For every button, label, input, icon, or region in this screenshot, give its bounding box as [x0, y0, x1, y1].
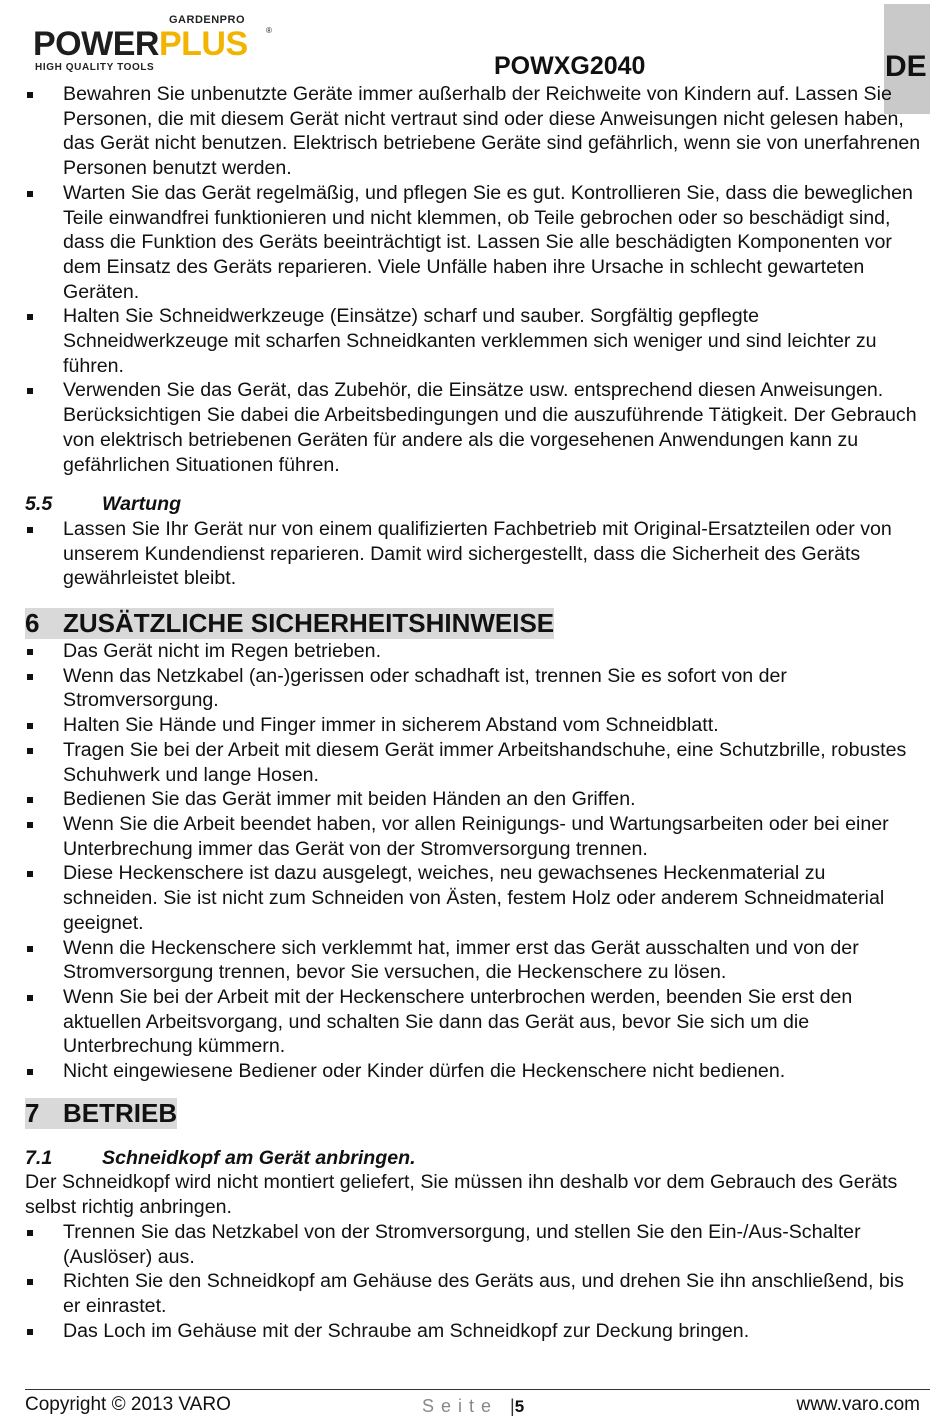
list-item: Wenn Sie bei der Arbeit mit der Heckenschere unterbrochen werden, beenden Sie erst den aktuellen Arbeitsvorgang, und schalten Sie dann das Gerät aus, bevor Sie sich um die Unterbrechung kümmern.	[25, 985, 925, 1059]
logo-power: POWER	[33, 25, 159, 63]
list-item: Bedienen Sie das Gerät immer mit beiden Händen an den Griffen.	[25, 787, 925, 812]
page-content	[25, 82, 925, 1343]
list-item: Das Gerät nicht im Regen betrieben.	[25, 639, 925, 664]
section-title: Schneidkopf am Gerät anbringen.	[102, 1146, 416, 1169]
list-item: Verwenden Sie das Gerät, das Zubehör, die Einsätze usw. entsprechend diesen Anweisungen. Berücksichtigen Sie dabei die Arbeitsbedingungen und die auszuführende Tätigkeit. Der Gebrauch von elektrisch betriebenen Geräten für andere als die vorgesehenen Anwendungen kann zu gefährlichen Situationen führen.	[25, 378, 925, 477]
powerplus-logo	[33, 14, 273, 73]
list-item: Halten Sie Hände und Finger immer in sicherem Abstand vom Schneidblatt.	[25, 713, 925, 738]
list-item: Das Loch im Gehäuse mit der Schraube am Schneidkopf zur Deckung bringen.	[25, 1319, 925, 1344]
list-item: Nicht eingewiesene Bediener oder Kinder dürfen die Heckenschere nicht bedienen.	[25, 1059, 925, 1084]
logo-tagline: HIGH QUALITY TOOLS	[35, 62, 155, 73]
page-number: 5	[514, 1397, 525, 1416]
section-5-5-list	[25, 517, 925, 591]
list-item: Warten Sie das Gerät regelmäßig, und pflegen Sie es gut. Kontrollieren Sie, dass die beweglichen Teile einwandfrei funktionieren und nicht klemmen, ob Teile gebrochen oder so beschädigt sind, dass die Funktion des Geräts beeinträchtigt ist. Lassen Sie alle beschädigten Komponenten vor dem Einsatz des Geräts reparieren. Viele Unfälle haben ihre Ursache in schlecht gewarteten Geräten.	[25, 181, 925, 305]
section-6-list	[25, 639, 925, 1084]
section-number: 5.5	[25, 493, 53, 516]
logo-wordmark	[33, 24, 248, 64]
list-item: Wenn Sie die Arbeit beendet haben, vor allen Reinigungs- und Wartungsarbeiten oder bei einer Unterbrechung immer das Gerät von der Stromversorgung trennen.	[25, 812, 925, 861]
section-7-heading	[25, 1098, 925, 1129]
list-item: Diese Heckenschere ist dazu ausgelegt, weiches, neu gewachsenes Heckenmaterial zu schneiden. Sie ist nicht zum Schneiden von Ästen, festem Holz oder anderem Schneidmaterial geeignet.	[25, 861, 925, 935]
list-item: Lassen Sie Ihr Gerät nur von einem qualifizierten Fachbetrieb mit Original-Ersatzteilen oder von unserem Kundendienst reparieren. Damit wird sichergestellt, dass die Sicherheit des Geräts gewährleistet bleibt.	[25, 517, 925, 591]
page-separator: |	[510, 1396, 515, 1416]
intro-list	[25, 82, 925, 477]
list-item: Wenn die Heckenschere sich verklemmt hat, immer erst das Gerät ausschalten und von der Stromversorgung trennen, bevor Sie versuchen, die Heckenschere zu lösen.	[25, 936, 925, 985]
list-item: Tragen Sie bei der Arbeit mit diesem Gerät immer Arbeitshandschuhe, eine Schutzbrille, robustes Schuhwerk und lange Hosen.	[25, 738, 925, 787]
section-title: ZUSÄTZLICHE SICHERHEITSHINWEISE	[63, 608, 555, 639]
section-number: 6	[25, 608, 40, 639]
list-item: Halten Sie Schneidwerkzeuge (Einsätze) scharf und sauber. Sorgfältig gepflegte Schneidwerkzeuge mit scharfen Schneidkanten verklemmen sich weniger und sind leichter zu führen.	[25, 304, 925, 378]
page-footer	[25, 1394, 920, 1420]
page-label: Seite	[422, 1396, 499, 1416]
page-header	[0, 0, 950, 86]
section-7-1-list	[25, 1220, 925, 1344]
list-item: Richten Sie den Schneidkopf am Gehäuse des Geräts aus, und drehen Sie ihn anschließend, bis er einrastet.	[25, 1269, 925, 1318]
website-link[interactable]: www.varo.com	[796, 1394, 920, 1415]
logo-gardenpro: GARDENPRO	[169, 14, 246, 26]
model-number: POWXG2040	[494, 52, 646, 80]
list-item: Wenn das Netzkabel (an-)gerissen oder schadhaft ist, trennen Sie es sofort von der Stromversorgung.	[25, 664, 925, 713]
section-number: 7	[25, 1097, 40, 1128]
section-title: Wartung	[102, 493, 182, 516]
section-7-1-heading	[25, 1146, 925, 1171]
section-6-heading	[25, 608, 925, 639]
list-item: Bewahren Sie unbenutzte Geräte immer außerhalb der Reichweite von Kindern auf. Lassen Sie Personen, die mit diesem Gerät nicht vertraut sind oder diese Anweisungen nicht gelesen haben, das Gerät nicht benutzen. Elektrisch betriebene Geräte sind gefährlich, wenn sie von unerfahrenen Personen benutzt werden.	[25, 82, 925, 181]
footer-divider	[25, 1389, 930, 1390]
logo-plus: PLUS	[158, 25, 248, 63]
section-7-1-paragraph: Der Schneidkopf wird nicht montiert geliefert, Sie müssen ihn deshalb vor dem Gebrauch des Geräts selbst richtig anbringen.	[25, 1171, 898, 1219]
section-title: BETRIEB	[63, 1097, 178, 1128]
heading-highlight	[25, 608, 554, 639]
copyright-text: Copyright © 2013 VARO	[25, 1394, 231, 1415]
section-number: 7.1	[25, 1146, 53, 1169]
language-code: DE	[885, 50, 927, 83]
list-item: Trennen Sie das Netzkabel von der Stromversorgung, und stellen Sie den Ein-/Aus-Schalter (Auslöser) aus.	[25, 1220, 925, 1269]
heading-highlight	[25, 1098, 177, 1129]
page-indicator	[422, 1396, 524, 1417]
logo-registered: ®	[266, 26, 272, 35]
section-5-5-heading	[25, 492, 925, 517]
